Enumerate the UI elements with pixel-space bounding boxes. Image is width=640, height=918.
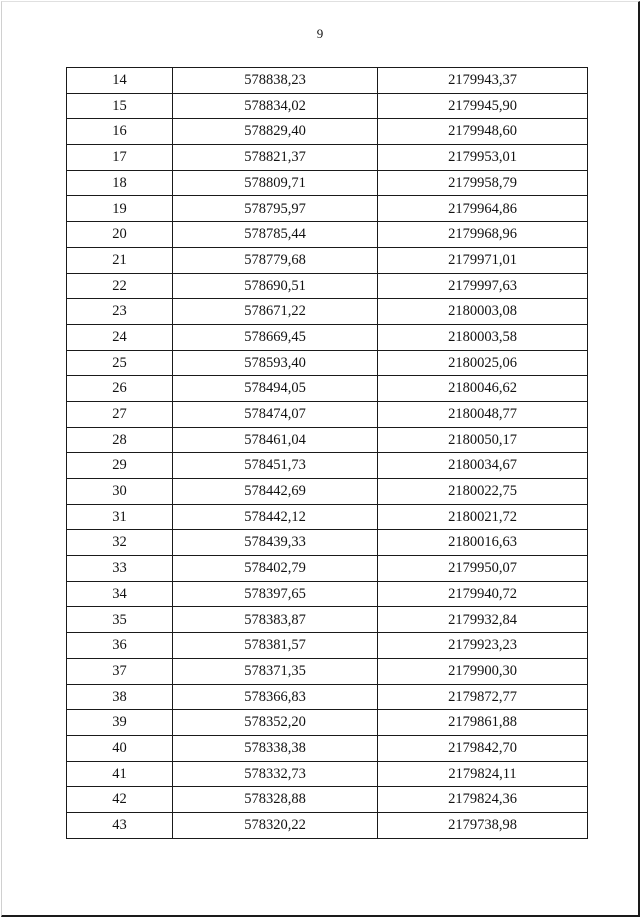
point-number-cell: 43 bbox=[67, 812, 173, 838]
point-number-cell: 27 bbox=[67, 401, 173, 427]
x-coordinate-cell: 578593,40 bbox=[173, 350, 378, 376]
x-coordinate-cell: 578671,22 bbox=[173, 299, 378, 325]
point-number-cell: 21 bbox=[67, 247, 173, 273]
y-coordinate-cell: 2179958,79 bbox=[378, 170, 588, 196]
x-coordinate-cell: 578328,88 bbox=[173, 787, 378, 813]
table-row bbox=[67, 812, 588, 838]
table-row bbox=[67, 735, 588, 761]
table-row bbox=[67, 119, 588, 145]
table-row bbox=[67, 504, 588, 530]
coordinates-table-body bbox=[67, 68, 588, 839]
y-coordinate-cell: 2179997,63 bbox=[378, 273, 588, 299]
y-coordinate-cell: 2179824,11 bbox=[378, 761, 588, 787]
x-coordinate-cell: 578381,57 bbox=[173, 633, 378, 659]
point-number-cell: 28 bbox=[67, 427, 173, 453]
y-coordinate-cell: 2179900,30 bbox=[378, 658, 588, 684]
table-row bbox=[67, 658, 588, 684]
table-row bbox=[67, 145, 588, 171]
y-coordinate-cell: 2180046,62 bbox=[378, 376, 588, 402]
table-row bbox=[67, 479, 588, 505]
x-coordinate-cell: 578669,45 bbox=[173, 324, 378, 350]
y-coordinate-cell: 2180021,72 bbox=[378, 504, 588, 530]
x-coordinate-cell: 578829,40 bbox=[173, 119, 378, 145]
y-coordinate-cell: 2180050,17 bbox=[378, 427, 588, 453]
y-coordinate-cell: 2180025,06 bbox=[378, 350, 588, 376]
point-number-cell: 34 bbox=[67, 581, 173, 607]
y-coordinate-cell: 2179964,86 bbox=[378, 196, 588, 222]
x-coordinate-cell: 578779,68 bbox=[173, 247, 378, 273]
y-coordinate-cell: 2179738,98 bbox=[378, 812, 588, 838]
table-row bbox=[67, 761, 588, 787]
point-number-cell: 26 bbox=[67, 376, 173, 402]
table-row bbox=[67, 684, 588, 710]
page-number: 9 bbox=[316, 26, 324, 41]
x-coordinate-cell: 578474,07 bbox=[173, 401, 378, 427]
table-row bbox=[67, 787, 588, 813]
table-row bbox=[67, 427, 588, 453]
x-coordinate-cell: 578366,83 bbox=[173, 684, 378, 710]
point-number-cell: 14 bbox=[67, 68, 173, 94]
x-coordinate-cell: 578338,38 bbox=[173, 735, 378, 761]
y-coordinate-cell: 2180016,63 bbox=[378, 530, 588, 556]
x-coordinate-cell: 578402,79 bbox=[173, 556, 378, 582]
y-coordinate-cell: 2180003,58 bbox=[378, 324, 588, 350]
y-coordinate-cell: 2179953,01 bbox=[378, 145, 588, 171]
point-number-cell: 23 bbox=[67, 299, 173, 325]
table-row bbox=[67, 401, 588, 427]
y-coordinate-cell: 2179948,60 bbox=[378, 119, 588, 145]
table-row bbox=[67, 633, 588, 659]
y-coordinate-cell: 2179950,07 bbox=[378, 556, 588, 582]
point-number-cell: 41 bbox=[67, 761, 173, 787]
point-number-cell: 42 bbox=[67, 787, 173, 813]
y-coordinate-cell: 2179861,88 bbox=[378, 710, 588, 736]
x-coordinate-cell: 578439,33 bbox=[173, 530, 378, 556]
x-coordinate-cell: 578371,35 bbox=[173, 658, 378, 684]
y-coordinate-cell: 2180022,75 bbox=[378, 479, 588, 505]
x-coordinate-cell: 578442,12 bbox=[173, 504, 378, 530]
point-number-cell: 17 bbox=[67, 145, 173, 171]
x-coordinate-cell: 578461,04 bbox=[173, 427, 378, 453]
point-number-cell: 18 bbox=[67, 170, 173, 196]
point-number-cell: 29 bbox=[67, 453, 173, 479]
point-number-cell: 36 bbox=[67, 633, 173, 659]
point-number-cell: 25 bbox=[67, 350, 173, 376]
y-coordinate-cell: 2180034,67 bbox=[378, 453, 588, 479]
x-coordinate-cell: 578809,71 bbox=[173, 170, 378, 196]
point-number-cell: 22 bbox=[67, 273, 173, 299]
table-row bbox=[67, 350, 588, 376]
x-coordinate-cell: 578352,20 bbox=[173, 710, 378, 736]
y-coordinate-cell: 2179932,84 bbox=[378, 607, 588, 633]
point-number-cell: 30 bbox=[67, 479, 173, 505]
table-row bbox=[67, 93, 588, 119]
point-number-cell: 19 bbox=[67, 196, 173, 222]
x-coordinate-cell: 578451,73 bbox=[173, 453, 378, 479]
point-number-cell: 37 bbox=[67, 658, 173, 684]
x-coordinate-cell: 578834,02 bbox=[173, 93, 378, 119]
point-number-cell: 31 bbox=[67, 504, 173, 530]
x-coordinate-cell: 578383,87 bbox=[173, 607, 378, 633]
point-number-cell: 24 bbox=[67, 324, 173, 350]
y-coordinate-cell: 2179923,23 bbox=[378, 633, 588, 659]
table-row bbox=[67, 299, 588, 325]
point-number-cell: 20 bbox=[67, 222, 173, 248]
y-coordinate-cell: 2180048,77 bbox=[378, 401, 588, 427]
x-coordinate-cell: 578494,05 bbox=[173, 376, 378, 402]
point-number-cell: 16 bbox=[67, 119, 173, 145]
point-number-cell: 15 bbox=[67, 93, 173, 119]
x-coordinate-cell: 578795,97 bbox=[173, 196, 378, 222]
x-coordinate-cell: 578785,44 bbox=[173, 222, 378, 248]
y-coordinate-cell: 2179872,77 bbox=[378, 684, 588, 710]
table-row bbox=[67, 710, 588, 736]
point-number-cell: 32 bbox=[67, 530, 173, 556]
point-number-cell: 40 bbox=[67, 735, 173, 761]
table-row bbox=[67, 376, 588, 402]
x-coordinate-cell: 578320,22 bbox=[173, 812, 378, 838]
table-row bbox=[67, 453, 588, 479]
table-row bbox=[67, 530, 588, 556]
point-number-cell: 38 bbox=[67, 684, 173, 710]
y-coordinate-cell: 2179824,36 bbox=[378, 787, 588, 813]
y-coordinate-cell: 2179842,70 bbox=[378, 735, 588, 761]
x-coordinate-cell: 578821,37 bbox=[173, 145, 378, 171]
table-row bbox=[67, 581, 588, 607]
y-coordinate-cell: 2179943,37 bbox=[378, 68, 588, 94]
x-coordinate-cell: 578838,23 bbox=[173, 68, 378, 94]
y-coordinate-cell: 2179940,72 bbox=[378, 581, 588, 607]
table-row bbox=[67, 222, 588, 248]
x-coordinate-cell: 578690,51 bbox=[173, 273, 378, 299]
table-row bbox=[67, 607, 588, 633]
table-row bbox=[67, 247, 588, 273]
point-number-cell: 33 bbox=[67, 556, 173, 582]
x-coordinate-cell: 578442,69 bbox=[173, 479, 378, 505]
table-row bbox=[67, 68, 588, 94]
table-row bbox=[67, 196, 588, 222]
point-number-cell: 35 bbox=[67, 607, 173, 633]
y-coordinate-cell: 2180003,08 bbox=[378, 299, 588, 325]
point-number-cell: 39 bbox=[67, 710, 173, 736]
x-coordinate-cell: 578332,73 bbox=[173, 761, 378, 787]
table-row bbox=[67, 273, 588, 299]
table-row bbox=[67, 556, 588, 582]
y-coordinate-cell: 2179971,01 bbox=[378, 247, 588, 273]
table-row bbox=[67, 170, 588, 196]
x-coordinate-cell: 578397,65 bbox=[173, 581, 378, 607]
coordinates-table bbox=[66, 67, 588, 839]
table-row bbox=[67, 324, 588, 350]
y-coordinate-cell: 2179968,96 bbox=[378, 222, 588, 248]
y-coordinate-cell: 2179945,90 bbox=[378, 93, 588, 119]
